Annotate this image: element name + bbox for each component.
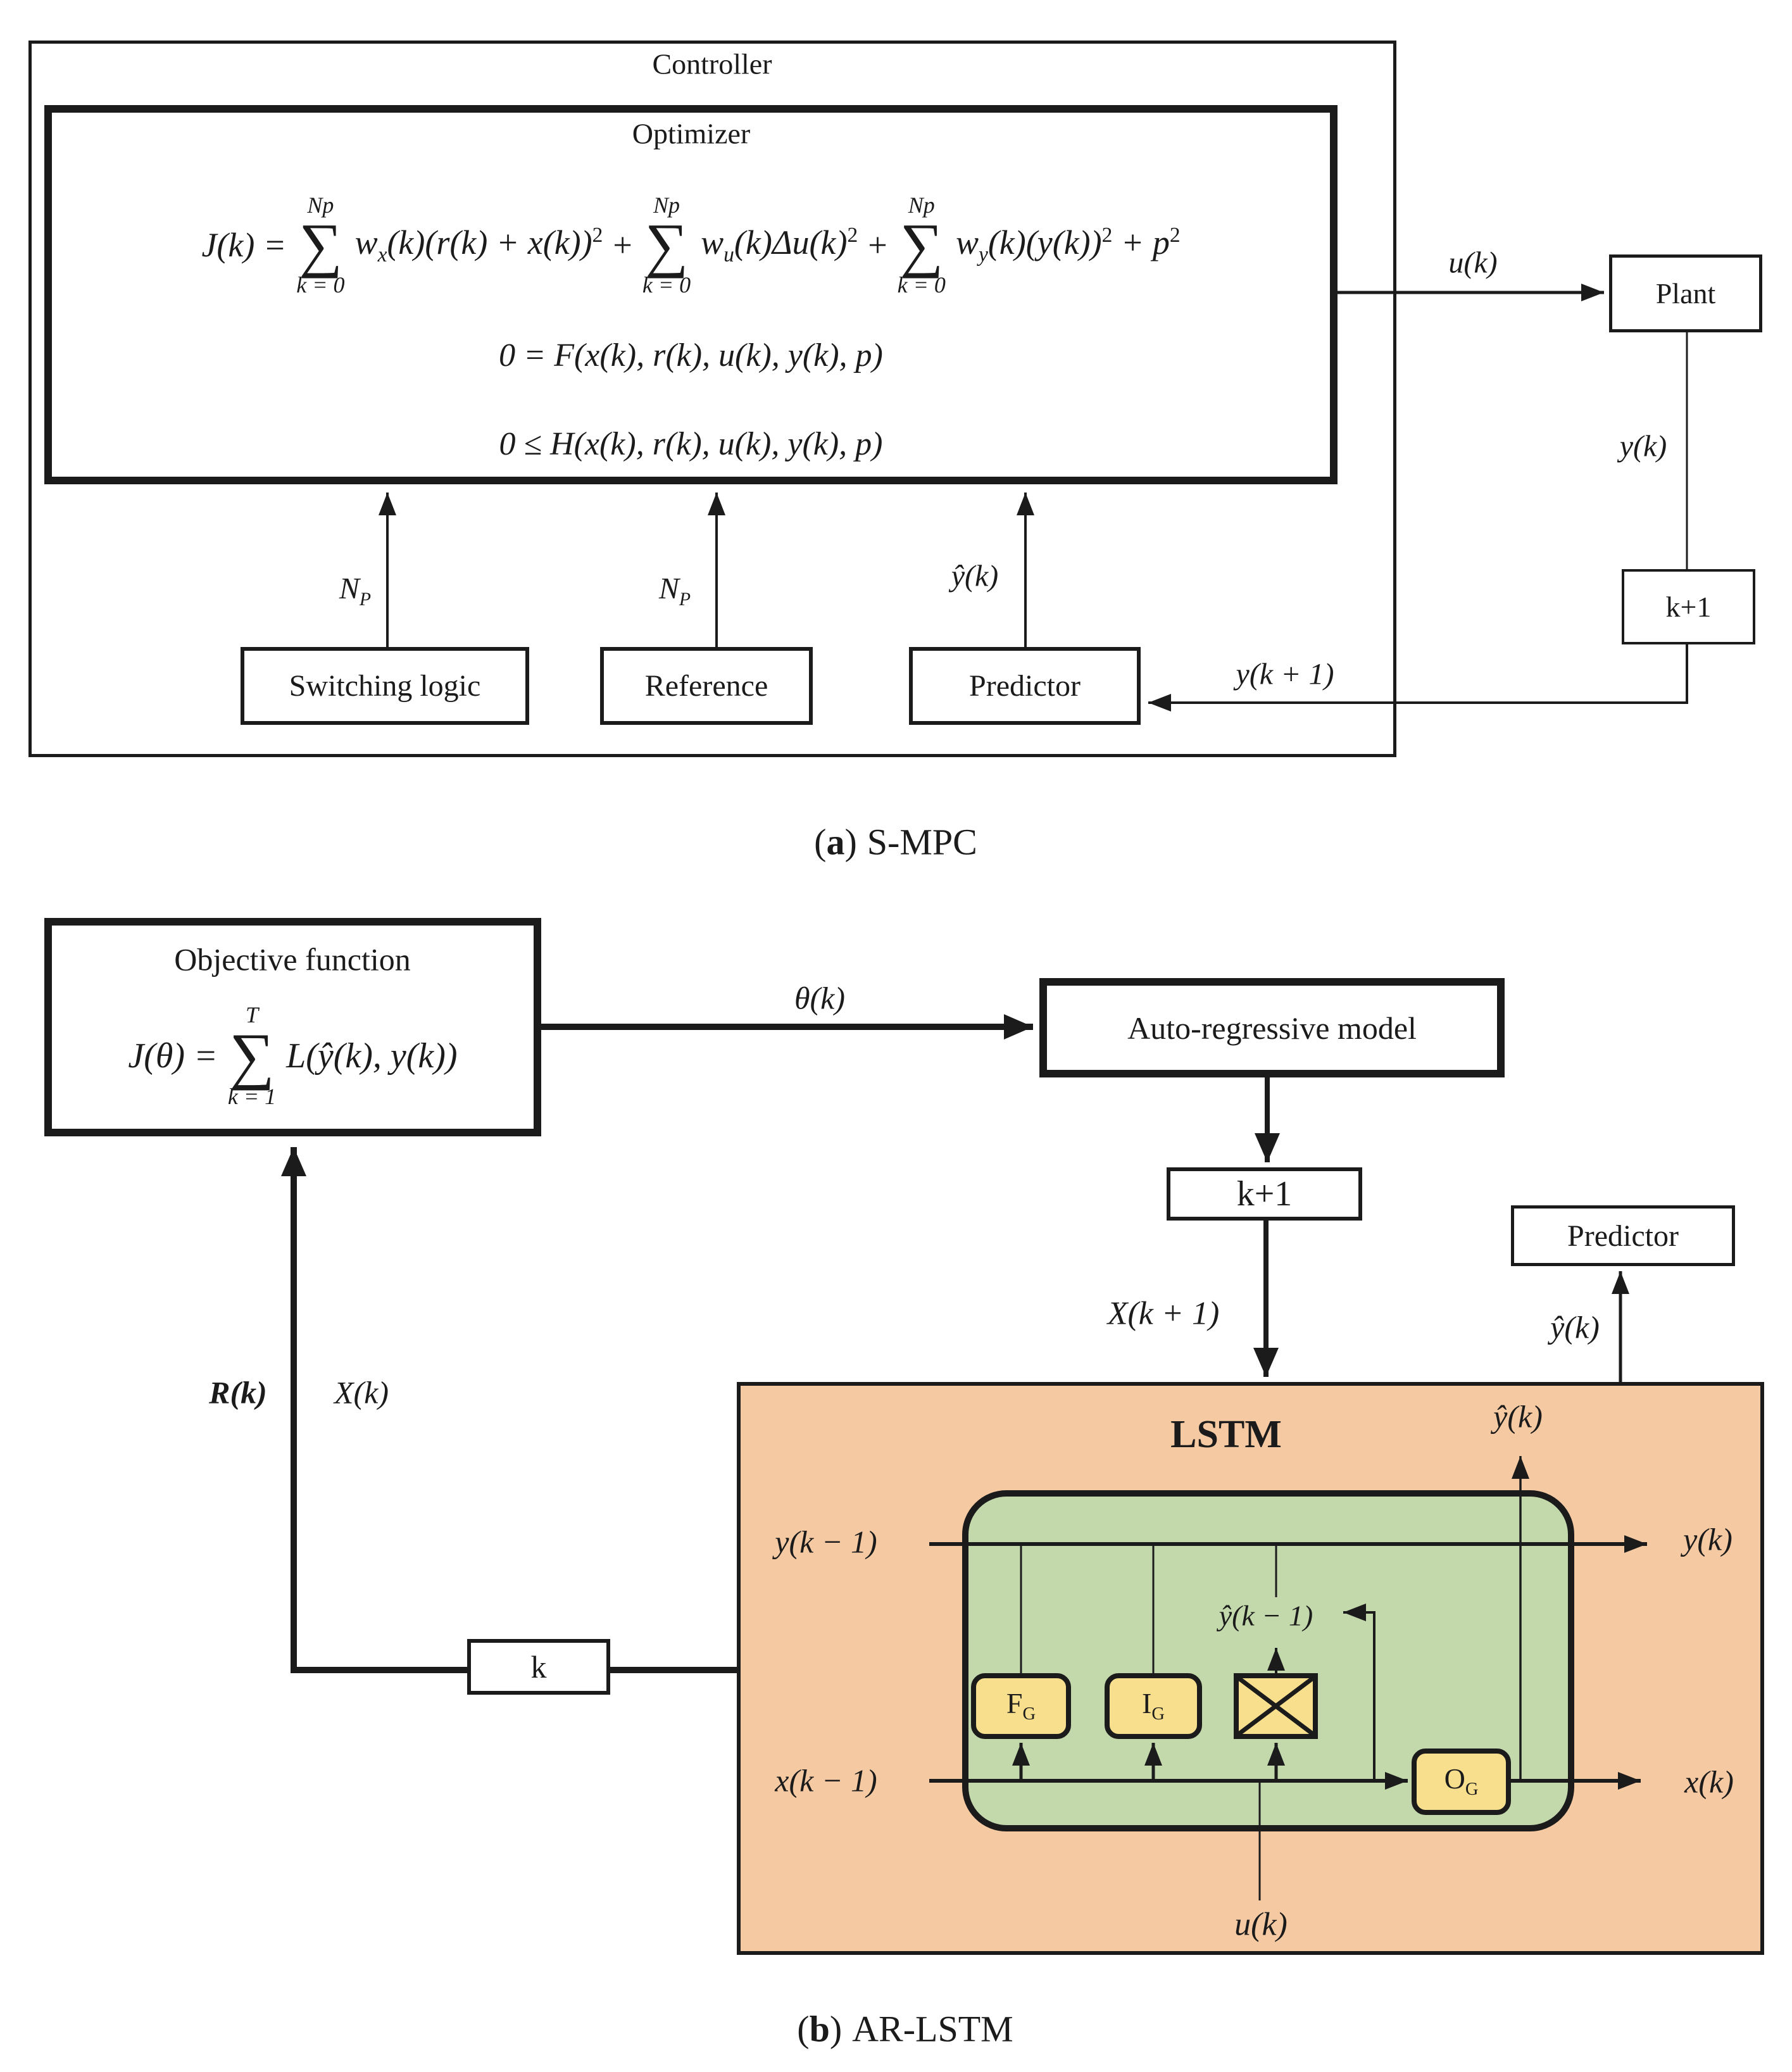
plant-box — [1609, 254, 1762, 332]
u-k-label-a: u(k) — [1448, 246, 1498, 280]
arrow-feedback-yhatkm1 — [1343, 1612, 1374, 1781]
output-gate-box — [1412, 1749, 1511, 1815]
y-k-plus-1-label: y(k + 1) — [1236, 657, 1334, 691]
np-label-2: $N_P$ — [658, 572, 691, 610]
objective-rhs: L(ŷ(k), y(k)) — [286, 1036, 458, 1076]
sum-1: Np ∑ k = 0 — [296, 192, 345, 298]
lstm-title: LSTM — [1170, 1412, 1282, 1456]
multiply-gate-cross-icon — [1239, 1678, 1313, 1734]
yhat-k-inner-label: ŷ(k) — [1493, 1398, 1543, 1435]
r-k-label: R(k) — [209, 1374, 267, 1410]
k-plus-1-box-b — [1167, 1167, 1362, 1221]
predictor-a-label: Predictor — [969, 669, 1081, 703]
switching-logic-label: Switching logic — [289, 669, 481, 703]
yhat-k-label-a: ŷ(k) — [951, 559, 999, 593]
forget-gate-box — [971, 1673, 1071, 1739]
inequality-constraint: 0 ≤ H(x(k), r(k), u(k), y(k), p) — [499, 426, 883, 462]
forget-gate-label: $F_G$ — [1006, 1686, 1036, 1724]
x-k-label-b: x(k) — [1684, 1764, 1734, 1800]
multiply-gate-box — [1234, 1673, 1318, 1739]
objective-formula — [44, 991, 541, 1121]
yhat-k-out-label: ŷ(k) — [1550, 1309, 1600, 1345]
cost-function-formula — [44, 172, 1338, 318]
theta-k-label: θ(k) — [794, 980, 846, 1016]
formula-lhs: J(k) = — [201, 226, 287, 264]
objective-sum: T ∑ k = 1 — [227, 1002, 277, 1109]
input-gate-label: $I_G$ — [1142, 1686, 1165, 1724]
reference-label: Reference — [644, 669, 768, 703]
caption-a: (a) S-MPC — [814, 821, 977, 863]
term-state-error: $w_x(k)(r(k) + x(k))^2$ — [354, 223, 603, 267]
reference-box — [600, 647, 813, 725]
term-input-move: $w_u(k)\Delta u(k)^2$ — [701, 223, 858, 267]
k-plus-1-b-label: k+1 — [1236, 1174, 1293, 1214]
x-k-cap-label: X(k) — [334, 1374, 389, 1410]
y-k-minus-1-label: y(k − 1) — [775, 1524, 877, 1560]
y-k-label-b: y(k) — [1683, 1521, 1732, 1557]
switching-logic-box — [241, 647, 529, 725]
arrow-yk1-to-predictor — [1148, 644, 1687, 703]
objective-title: Objective function — [174, 941, 411, 977]
np-label-1: $N_P$ — [339, 572, 372, 610]
u-k-label-b: u(k) — [1234, 1906, 1288, 1943]
equality-constraint: 0 = F(x(k), r(k), u(k), y(k), p) — [499, 337, 883, 374]
objective-lhs: J(θ) = — [128, 1036, 218, 1076]
y-k-label-a: y(k) — [1619, 429, 1667, 463]
predictor-box-b — [1511, 1205, 1735, 1266]
auto-regressive-model-box — [1039, 978, 1505, 1077]
x-k-plus-1-label: X(k + 1) — [1107, 1295, 1220, 1332]
k-box — [467, 1639, 610, 1695]
plus-1: + — [613, 226, 632, 264]
x-k-minus-1-label: x(k − 1) — [775, 1762, 877, 1799]
caption-b: (b) AR-LSTM — [797, 2008, 1013, 2050]
yhat-k-minus-1-label: ŷ(k − 1) — [1219, 1599, 1313, 1632]
controller-label: Controller — [652, 47, 772, 80]
predictor-b-label: Predictor — [1567, 1219, 1679, 1253]
k-plus-1-box-a — [1622, 569, 1755, 644]
input-gate-box — [1105, 1673, 1202, 1739]
predictor-box-a — [909, 647, 1141, 725]
auto-regressive-label: Auto-regressive model — [1127, 1010, 1417, 1046]
term-output: $w_y(k)(y(k))^2 + p^2$ — [955, 223, 1181, 267]
sum-3: Np ∑ k = 0 — [897, 192, 946, 298]
output-gate-label: $O_G$ — [1444, 1762, 1479, 1800]
optimizer-label: Optimizer — [632, 117, 751, 150]
sum-2: Np ∑ k = 0 — [642, 192, 691, 298]
k-plus-1-a-label: k+1 — [1665, 591, 1712, 623]
k-label: k — [530, 1649, 547, 1685]
plus-2: + — [868, 226, 887, 264]
plant-label: Plant — [1655, 277, 1716, 310]
